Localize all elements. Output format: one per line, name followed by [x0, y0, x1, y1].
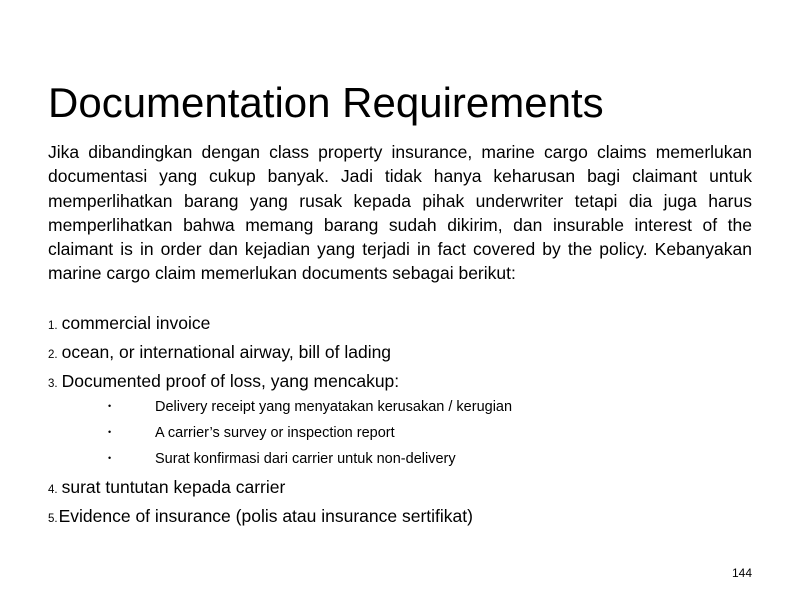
- list-item-1: [48, 313, 210, 334]
- intro-paragraph: Jika dibandingkan dengan class property insurance, marine cargo claims memerlukan documentasi yang cukup banyak. Jadi tidak hanya keharusan bagi claimant untuk memperlihatkan barang yang rusak kepada pihak underwriter tetapi dia juga harus memperlihatkan bahwa memang barang sudah dikirim, dan insurable interest of the claimant is in order dan kejadian yang terjadi in fact covered by the policy. Kebanyakan marine cargo claim memerlukan documents sebagai berikut:: [48, 142, 752, 284]
- list-item-3: [48, 371, 399, 392]
- slide-title: Documentation Requirements: [48, 79, 604, 126]
- list-text: commercial invoice: [61, 313, 211, 333]
- page-number: 144: [731, 566, 752, 580]
- sub-list-text: A carrier’s survey or inspection report: [155, 425, 395, 441]
- list-text: Evidence of insurance (polis atau insurance sertifikat): [58, 506, 473, 526]
- bullet-icon: •: [108, 401, 112, 411]
- sub-list-item-2: [108, 425, 395, 441]
- bullet-icon: •: [108, 453, 112, 463]
- list-item-2: [48, 342, 391, 363]
- list-number: 4.: [48, 484, 58, 496]
- sub-list-text: Surat konfirmasi dari carrier untuk non-delivery: [155, 451, 456, 467]
- sub-list-text: Delivery receipt yang menyatakan kerusakan / kerugian: [155, 399, 513, 415]
- sub-list-item-1: [108, 399, 512, 415]
- list-number: 1.: [48, 320, 58, 332]
- list-item-5: [48, 506, 473, 527]
- list-item-4: [48, 477, 285, 498]
- list-number: 2.: [48, 349, 58, 361]
- list-text: ocean, or international airway, bill of lading: [61, 342, 392, 362]
- list-number: 5.: [48, 513, 58, 525]
- sub-list-item-3: [108, 451, 456, 467]
- list-number: 3.: [48, 378, 58, 390]
- list-text: Documented proof of loss, yang mencakup:: [61, 371, 400, 391]
- bullet-icon: •: [108, 427, 112, 437]
- list-text: surat tuntutan kepada carrier: [61, 477, 286, 497]
